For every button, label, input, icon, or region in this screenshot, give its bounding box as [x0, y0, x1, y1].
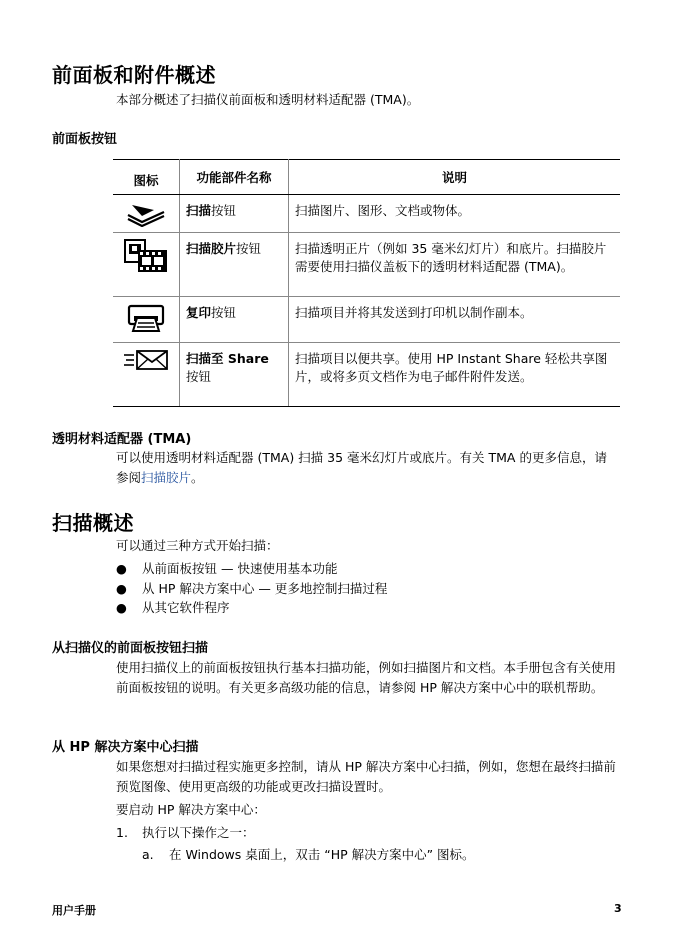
table-row	[113, 297, 620, 343]
share-button-name: 扫描至 Share	[186, 351, 269, 366]
list-item	[116, 598, 230, 618]
header-icon: 图标	[113, 160, 180, 195]
step-1a-letter: a.	[142, 847, 154, 862]
section-title-overview: 前面板和附件概述	[52, 63, 216, 87]
copy-button-name: 复印	[186, 305, 212, 320]
share-button-description: 扫描项目以便共享。使用 HP Instant Share 轻松共享图片，或将多页文档作为电子邮件附件发送。	[289, 343, 621, 407]
scan-to-share-icon	[123, 349, 169, 371]
step-1-text: 执行以下操作之一：	[142, 825, 255, 840]
tma-text-end: 。	[191, 470, 204, 485]
bullet-marker: ●	[116, 581, 127, 596]
list-item	[116, 559, 337, 579]
scan-button-suffix: 按钮	[211, 203, 237, 218]
step-1-number: 1.	[116, 825, 128, 840]
bullet-text: 从前面板按钮 — 快速使用基本功能	[142, 561, 338, 576]
hp-start-text: 要启动 HP 解决方案中心：	[116, 802, 266, 817]
scan-film-link[interactable]: 扫描胶片	[141, 470, 192, 485]
front-panel-scan-paragraph: 使用扫描仪上的前面板按钮执行基本扫描功能，例如扫描图片和文档。本手册包含有关使用前面板按钮的说明。有关更多高级功能的信息，请参阅 HP 解决方案中心中的联机帮助。	[116, 660, 617, 695]
front-panel-scan-heading: 从扫描仪的前面板按钮扫描	[52, 641, 209, 656]
table-row	[113, 195, 620, 233]
scan-overview-intro: 可以通过三种方式开始扫描：	[116, 538, 279, 553]
copy-button-suffix: 按钮	[211, 305, 237, 320]
front-panel-table	[113, 159, 620, 407]
list-item	[116, 579, 387, 599]
tma-heading: 透明材料适配器 (TMA)	[52, 432, 192, 447]
bullet-marker: ●	[116, 561, 127, 576]
table-row	[113, 233, 620, 297]
scan-film-button-name: 扫描胶片	[186, 241, 237, 256]
front-panel-buttons-heading: 前面板按钮	[52, 132, 118, 147]
page-number: 3	[614, 902, 622, 915]
bullet-text: 从其它软件程序	[142, 600, 230, 615]
bullet-marker: ●	[116, 600, 127, 615]
hp-solution-center-heading: 从 HP 解决方案中心扫描	[52, 740, 199, 755]
scan-button-name: 扫描	[186, 203, 212, 218]
scan-film-icon	[124, 239, 168, 273]
header-description: 说明	[289, 160, 621, 195]
scan-film-button-description: 扫描透明正片（例如 35 毫米幻灯片）和底片。扫描胶片需要使用扫描仪盖板下的透明材料适配器 (TMA)。	[289, 233, 621, 297]
footer-manual-label: 用户手册	[52, 904, 96, 917]
table-row	[113, 343, 620, 407]
overview-intro: 本部分概述了扫描仪前面板和透明材料适配器 (TMA)。	[116, 92, 420, 107]
copy-button-description: 扫描项目并将其发送到打印机以制作副本。	[289, 297, 621, 343]
share-button-suffix: 按钮	[186, 369, 212, 384]
section-title-scan-overview: 扫描概述	[52, 511, 134, 535]
hp-solution-center-paragraph: 如果您想对扫描过程实施更多控制，请从 HP 解决方案中心扫描，例如，您想在最终扫描前预览图像、使用更高级的功能或更改扫描设置时。	[116, 759, 616, 794]
bullet-text: 从 HP 解决方案中心 — 更多地控制扫描过程	[142, 581, 388, 596]
tma-paragraph	[116, 448, 616, 488]
step-1a-text: 在 Windows 桌面上，双击 “HP 解决方案中心” 图标。	[169, 847, 475, 862]
scan-button-description: 扫描图片、图形、文档或物体。	[289, 195, 621, 233]
table-header-row	[113, 160, 620, 195]
tma-text: 可以使用透明材料适配器 (TMA) 扫描 35 毫米幻灯片或底片。有关 TMA 的更多信息，请参阅	[116, 450, 607, 485]
header-feature-name: 功能部件名称	[180, 160, 289, 195]
scan-icon	[126, 201, 166, 227]
copy-icon	[126, 303, 166, 333]
scan-film-button-suffix: 按钮	[236, 241, 262, 256]
